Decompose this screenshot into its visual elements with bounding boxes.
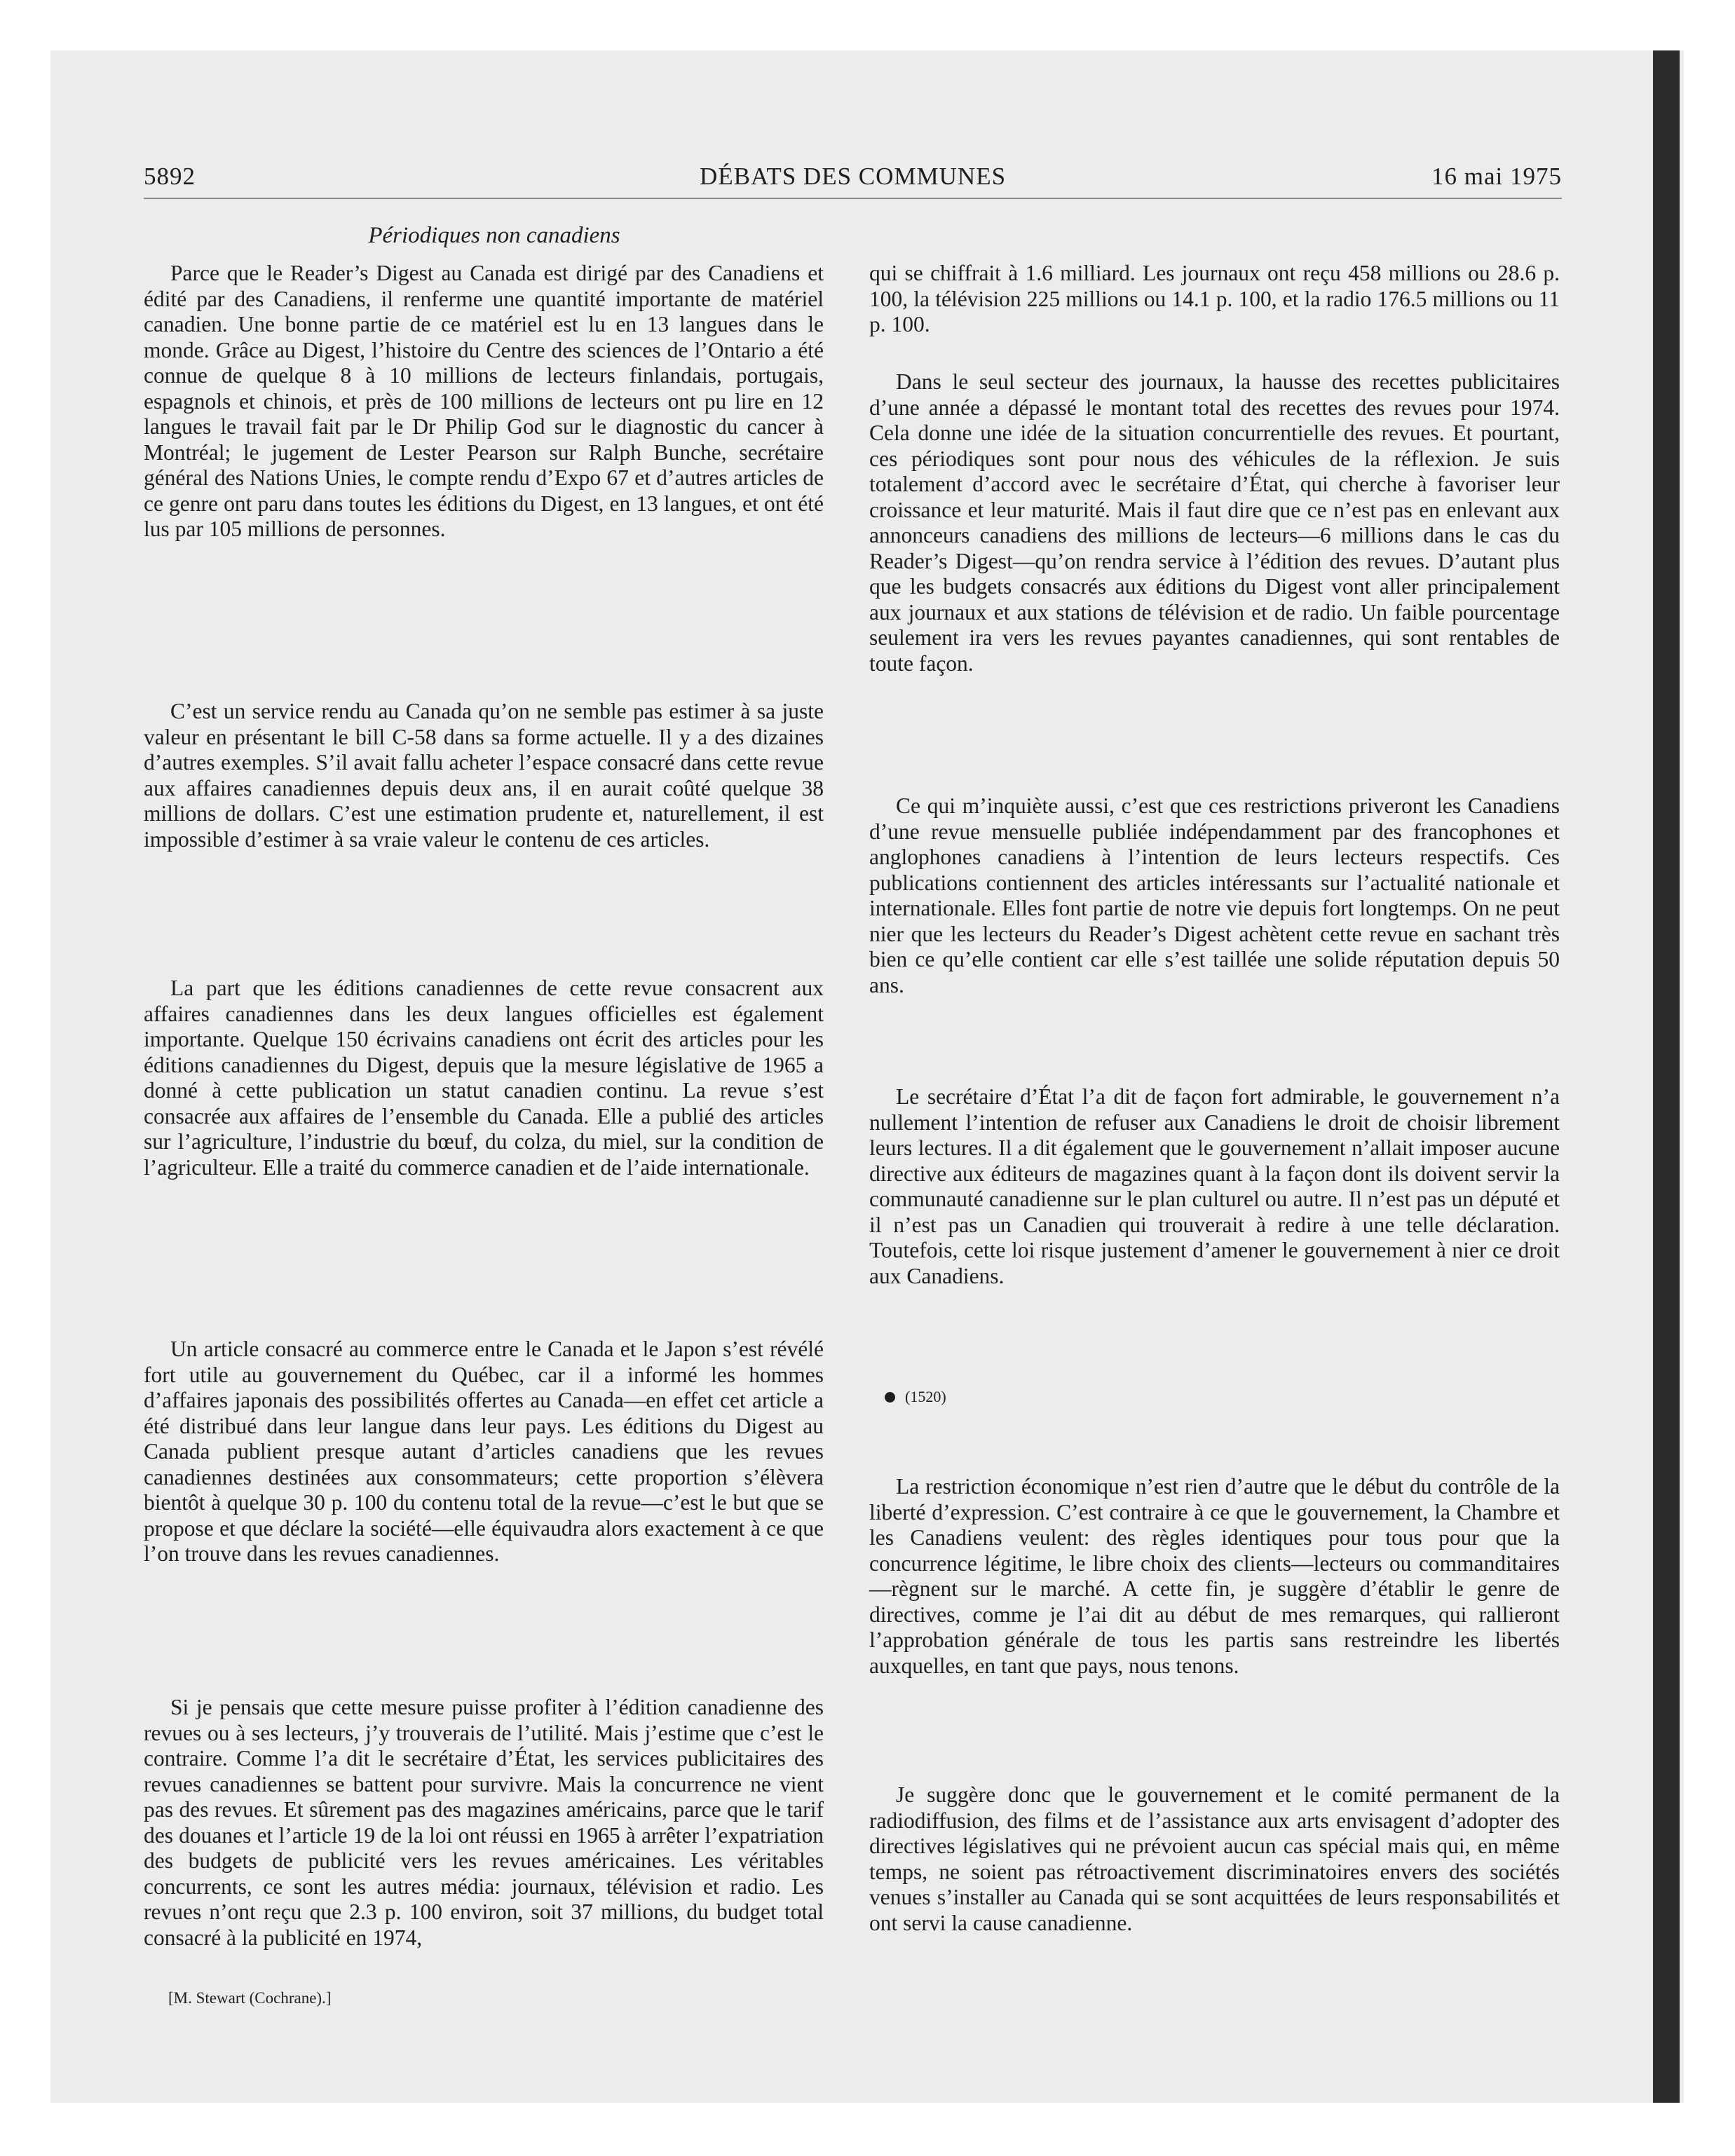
left-column	[144, 699, 824, 852]
paragraph: Le secrétaire d’État l’a dit de façon fort admirable, le gouvernement n’a nullement l’intention de refuser aux Canadiens le droit de choisir librement leurs lectures. Il a dit également que le gouvernement n’allait imposer aucune directive aux éditeurs de magazines quant à la façon dont ils doivent servir la communauté canadienne sur le plan culturel ou autre. Il n’est pas un député et il n’est pas un Canadien qui trouverait à redire à une telle déclaration. Toutefois, cette loi risque justement d’amener le gouvernement à nier ce droit aux Canadiens.	[869, 1084, 1560, 1288]
binding-edge	[1653, 50, 1680, 2103]
time-marker	[885, 1388, 946, 1406]
paragraph: Dans le seul secteur des journaux, la hausse des recettes publicitaires d’une année a dépassé le montant total des recettes des revues pour 1974. Cela donne une idée de la situation concurrentielle des revues. Et pourtant, ces périodiques sont pour nous des véhicules de la réflexion. Je suis totalement d’accord avec le secrétaire d’État, qui cherche à favoriser leur croissance et leur maturité. Mais il faut dire que ce n’est pas en enlevant aux annonceurs canadiens des millions de lecteurs—6 millions dans le cas du Reader’s Digest—qu’on rendra service à l’édition des revues. D’autant plus que les budgets consacrés aux éditions du Digest vont aller principalement aux journaux et aux stations de télévision et de radio. Un faible pourcentage seulement ira vers les revues payantes canadiennes, qui sont rentables de toute façon.	[869, 369, 1560, 676]
journal-title: DÉBATS DES COMMUNES	[699, 163, 1007, 190]
paragraph: C’est un service rendu au Canada qu’on ne semble pas estimer à sa juste valeur en présentant le bill C-58 dans sa forme actuelle. Il y a des dizaines d’autres exemples. S’il avait fallu acheter l’espace consacré dans cette revue aux affaires canadiennes depuis deux ans, il en aurait coûté quelque 38 millions de dollars. C’est une estimation prudente et, naturellement, il est impossible d’estimer à sa vraie valeur le contenu de ces articles.	[144, 699, 824, 852]
paragraph: qui se chiffrait à 1.6 milliard. Les journaux ont reçu 458 millions ou 28.6 p. 100, la télévision 225 millions ou 14.1 p. 100, et la radio 176.5 millions ou 11 p. 100.	[869, 261, 1560, 336]
paragraph: Un article consacré au commerce entre le Canada et le Japon s’est révélé fort utile au gouvernement du Québec, car il a informé les hommes d’affaires japonais des possibilités offertes au Canada—en effet cet article a été distribué dans leur langue dans leur pays. Les éditions du Digest au Canada publient presque autant d’articles canadiens que les revues canadiennes destinées aux consommateurs; cette proportion s’élèvera bientôt à quelque 30 p. 100 du contenu total de la revue—c’est le but que se propose et que déclare la société—elle équivaudra alors exactement à ce que l’on trouve dans les revues canadiennes.	[144, 1337, 824, 1566]
paragraph: La restriction économique n’est rien d’autre que le début du contrôle de la liberté d’expression. C’est contraire à ce que le gouvernement, la Chambre et les Canadiens veulent: des règles identiques pour tous pour que la concurrence légitime, le libre choix des clients—lecteurs ou commanditaires—règnent sur le marché. A cette fin, je suggère d’établir le genre de directives, comme je l’ai dit au début de mes remarques, qui rallieront l’approbation générale de tous les partis sans restreindre les libertés auxquelles, en tant que pays, nous tenons.	[869, 1474, 1560, 1678]
right-column	[869, 793, 1560, 998]
bullet-icon	[885, 1392, 895, 1403]
paragraph: Ce qui m’inquiète aussi, c’est que ces restrictions priveront les Canadiens d’une revue mensuelle publiée indépendamment par des francophones et anglophones canadiens à l’intention de leurs lecteurs respectifs. Ces publications contiennent des articles intéressants sur l’actualité nationale et internationale. Elles font partie de notre vie depuis fort longtemps. On ne peut nier que les lecteurs du Reader’s Digest achètent cette revue en sachant très bien ce qu’elle contient car elle s’est taillée une solide réputation depuis 50 ans.	[869, 793, 1560, 997]
left-column	[144, 1695, 824, 1951]
page-header	[144, 163, 1562, 199]
page-number: 5892	[144, 163, 196, 190]
left-column	[144, 261, 824, 543]
right-column	[869, 1474, 1560, 1679]
paragraph: Si je pensais que cette mesure puisse profiter à l’édition canadienne des revues ou à ses lecteurs, j’y trouverais de l’utilité. Mais j’estime que c’est le contraire. Comme l’a dit le secrétaire d’État, les services publicitaires des revues canadiennes se battent pour survivre. Mais la concurrence ne vient pas des revues. Et sûrement pas des magazines américains, parce que le tarif des douanes et l’article 19 de la loi ont réussi en 1965 à arrêter l’expatriation des budgets de publicité vers les revues américaines. Les véritables concurrents, ce sont les autres média: journaux, télévision et radio. Les revues n’ont reçu que 2.3 p. 100 environ, soit 37 millions, du budget total consacré à la publicité en 1974,	[144, 1695, 824, 1950]
right-column	[869, 261, 1560, 338]
section-title: Périodiques non canadiens	[368, 223, 620, 248]
time-marker-label: (1520)	[905, 1388, 946, 1405]
paragraph: La part que les éditions canadiennes de cette revue consacrent aux affaires canadiennes dans les deux langues officielles est également importante. Quelque 150 écrivains canadiens ont écrit des articles pour les éditions canadiennes du Digest, depuis que la mesure législative de 1965 a donné à cette publication un statut canadien continu. La revue s’est consacrée aux affaires de l’ensemble du Canada. Elle a publié des articles sur l’agriculture, l’industrie du bœuf, du colza, du miel, sur la condition de l’agriculteur. Elle a traité du commerce canadien et de l’aide internationale.	[144, 976, 824, 1180]
right-column	[869, 1084, 1560, 1289]
sitting-date: 16 mai 1975	[1431, 163, 1562, 190]
paragraph: Je suggère donc que le gouvernement et le comité permanent de la radiodiffusion, des films et de l’assistance aux arts envisagent d’adopter des directives législatives qui ne prévoient aucun cas spécial mais qui, en même temps, ne soient pas rétroactivement discriminatoires envers des sociétés venues s’installer au Canada qui se sont acquittées de leurs responsabilités et ont servi la cause canadienne.	[869, 1782, 1560, 1935]
paragraph: Parce que le Reader’s Digest au Canada est dirigé par des Canadiens et édité par des Canadiens, il renferme une quantité importante de matériel canadien. Une bonne partie de ce matériel est lu en 13 langues dans le monde. Grâce au Digest, l’histoire du Centre des sciences de l’Ontario a été connue de quelque 8 à 10 millions de lecteurs finlandais, portugais, espagnols et chinois, et près de 100 millions de lecteurs ont pu lire en 12 langues le travail fait par le Dr Philip God sur le diagnostic du cancer à Montréal; le jugement de Lester Pearson sur Ralph Bunche, secrétaire général des Nations Unies, le compte rendu d’Expo 67 et d’autres articles de ce genre ont paru dans toutes les éditions du Digest, en 13 langues, et ont été lus par 105 millions de personnes.	[144, 261, 824, 541]
right-column	[869, 1782, 1560, 1936]
speaker-attribution: [M. Stewart (Cochrane).]	[168, 1989, 332, 2007]
left-column	[144, 1337, 824, 1567]
right-column	[869, 369, 1560, 676]
left-column	[144, 976, 824, 1180]
